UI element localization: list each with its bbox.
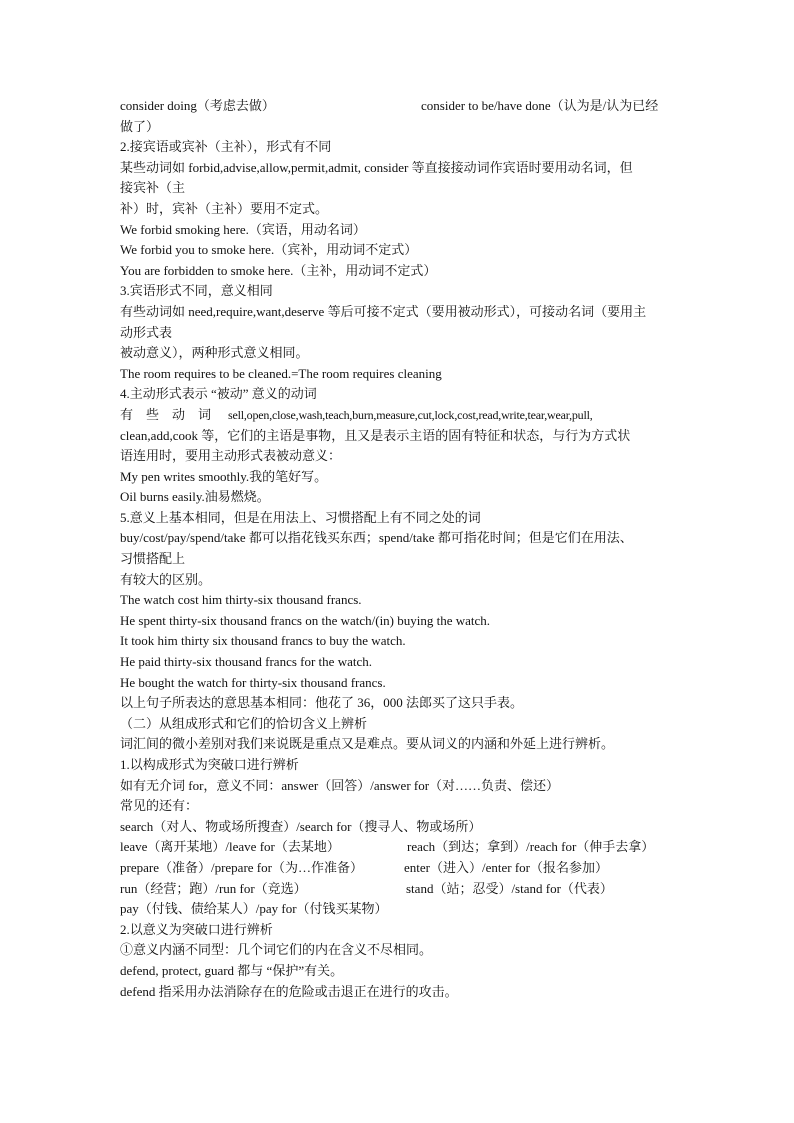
section-heading: 3.宾语形式不同，意义相同 [120,283,273,299]
text-line: 以上句子所表达的意思基本相同：他花了 36，000 法郎买了这只手表。 [120,695,524,711]
text-segment: 有 些 动 词 [120,406,212,422]
word-pair: run（经营；跑）/run for（竞选） [120,880,307,896]
section-heading: 4.主动形式表示 “被动” 意义的动词 [120,386,317,402]
word-pair: reach（到达；拿到）/reach for（伸手去拿） [407,839,655,855]
text-line: 有些动词如 need,require,want,deserve 等后可接不定式（要用被动形式），可接动名词（要用主 [120,303,647,319]
example-sentence: The room requires to be cleaned.=The room requires cleaning [120,365,442,381]
example-sentence: It took him thirty six thousand francs to buy the watch. [120,633,406,649]
word-pair-row [120,837,680,858]
section-heading: 5.意义上基本相同，但是在用法上、习惯搭配上有不同之处的词 [120,509,481,525]
example-sentence: You are forbidden to smoke here.（主补，用动词不定式） [120,262,437,278]
text-line: 常见的还有： [120,798,199,814]
section-heading: （二）从组成形式和它们的恰切含义上辨析 [120,715,368,731]
word-pair: pay（付钱、债给某人）/pay for（付钱买某物） [120,901,388,917]
text-segment: consider doing（考虑去做） [120,98,275,113]
example-sentence: He bought the watch for thirty-six thousand francs. [120,674,386,690]
text-segment: consider to be/have done（认为是/认为已经 [421,98,659,113]
text-line: 语连用时，要用主动形式表被动意义： [120,448,342,464]
word-pair: enter（进入）/enter for（报名参加） [404,859,608,875]
text-line [120,405,680,426]
example-sentence: He spent thirty-six thousand francs on the watch/(in) buying the watch. [120,612,491,628]
example-sentence: My pen writes smoothly.我的笔好写。 [120,468,328,484]
text-line: 有较大的区别。 [120,571,212,587]
section-heading: 2.接宾语或宾补（主补），形式有不同 [120,139,332,155]
text-line: 习惯搭配上 [120,551,186,567]
text-line: 某些动词如 forbid,advise,allow,permit,admit, consider 等直接接动词作宾语时要用动名词，但 [120,159,633,175]
text-line: ①意义内涵不同型：几个词它们的内在含义不尽相同。 [120,942,433,958]
example-sentence: He paid thirty-six thousand francs for the watch. [120,654,372,670]
word-pair: search（对人、物或场所搜查）/search for（搜寻人、物或场所） [120,818,482,834]
text-line: 词汇间的微小差别对我们来说既是重点又是难点。要从词义的内涵和外延上进行辨析。 [120,736,615,752]
verb-list: sell,open,close,wash,teach,burn,measure,cut,lock,cost,read,write,tear,wear,pull, [228,407,593,422]
text-line: 补）时，宾补（主补）要用不定式。 [120,200,329,216]
text-line: 动形式表 [120,324,173,340]
text-line: buy/cost/pay/spend/take 都可以指花钱买东西；spend/take 都可指花时间；但是它们在用法、 [120,530,633,546]
word-pair-row [120,858,680,879]
text-line: defend, protect, guard 都与 “保护”有关。 [120,962,344,978]
text-line [120,96,680,117]
text-line: defend 指采用办法消除存在的危险或击退正在进行的攻击。 [120,983,458,999]
example-sentence: The watch cost him thirty-six thousand francs. [120,592,362,608]
text-line: 被动意义），两种形式意义相同。 [120,345,309,361]
text-line: 做了） [120,118,160,134]
text-line: 如有无介词 for，意义不同：answer（回答）/answer for（对……负责、偿还） [120,777,560,793]
text-line: clean,add,cook 等，它们的主语是事物，且又是表示主语的固有特征和状态，与行为方式状 [120,427,631,443]
section-heading: 1.以构成形式为突破口进行辨析 [120,757,299,772]
section-heading: 2.以意义为突破口进行辨析 [120,921,273,937]
example-sentence: We forbid smoking here.（宾语，用动名词） [120,221,366,237]
word-pair: leave（离开某地）/leave for（去某地） [120,839,340,855]
word-pair: stand（站；忍受）/stand for（代表） [406,880,613,896]
word-pair: prepare（准备）/prepare for（为…作准备） [120,859,363,875]
example-sentence: Oil burns easily.油易燃烧。 [120,489,270,505]
text-line: 接宾补（主 [120,180,186,196]
word-pair-row [120,879,680,900]
example-sentence: We forbid you to smoke here.（宾补，用动词不定式） [120,242,418,258]
document-page [120,96,680,1002]
